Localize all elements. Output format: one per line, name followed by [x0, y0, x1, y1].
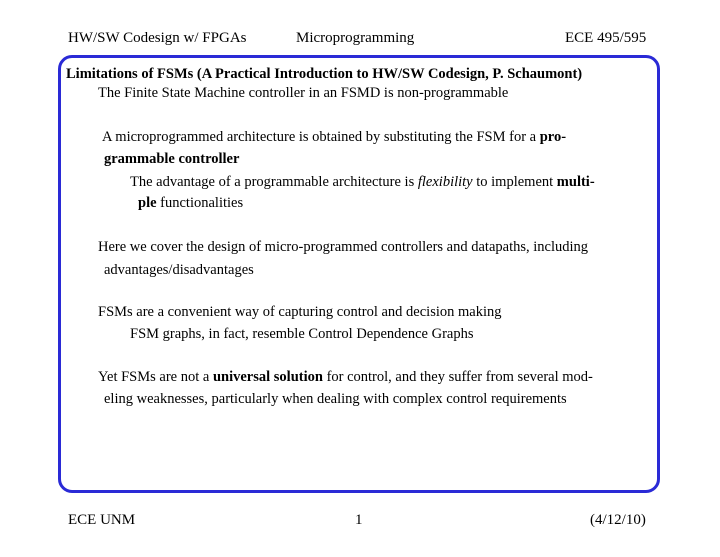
bullet-fsm-graphs: FSM graphs, in fact, resemble Control Dependence Graphs [130, 326, 474, 342]
header-topic: Microprogramming [296, 30, 415, 46]
bullet-cover-line1: Here we cover the design of micro-programmed controllers and datapaths, including [98, 239, 589, 255]
bullet-flexibility-line1 [130, 173, 595, 191]
bullet-microprogrammed-line1 [102, 128, 566, 146]
text: Yet FSMs are not a [98, 369, 213, 385]
slide-title: Limitations of FSMs (A Practical Introduction to HW/SW Codesign, P. Schaumont) [66, 66, 583, 82]
text: to implement [472, 174, 557, 190]
bullet-not-universal-line2: eling weaknesses, particularly when dealing with complex control requirements [104, 391, 567, 407]
bold-text: multi- [556, 174, 595, 190]
bullet-not-universal-line1 [98, 368, 593, 386]
footer-page-number: 1 [355, 512, 363, 528]
text: functionalities [156, 195, 244, 211]
header-course-number: ECE 495/595 [565, 30, 647, 46]
italic-text: flexibility [417, 174, 473, 190]
text: A microprogrammed architecture is obtained by substituting the FSM for a [102, 129, 540, 145]
footer-org: ECE UNM [68, 512, 136, 528]
bold-text: grammable controller [104, 151, 240, 167]
bold-text: universal solution [212, 369, 323, 385]
bullet-cover-line2: advantages/disadvantages [104, 262, 254, 278]
header-course: HW/SW Codesign w/ FPGAs [68, 30, 247, 46]
text: The advantage of a programmable architecture is [130, 174, 418, 190]
footer-date: (4/12/10) [590, 512, 646, 528]
bullet-microprogrammed-line2 [104, 150, 239, 168]
bold-text: ple [138, 195, 157, 211]
bold-text: pro- [539, 129, 567, 145]
bullet-flexibility-line2 [138, 194, 243, 212]
bullet-fsm-non-programmable: The Finite State Machine controller in an FSMD is non-programmable [98, 85, 509, 101]
bullet-fsm-convenient: FSMs are a convenient way of capturing control and decision making [98, 304, 502, 320]
text: for control, and they suffer from several mod- [322, 369, 593, 385]
